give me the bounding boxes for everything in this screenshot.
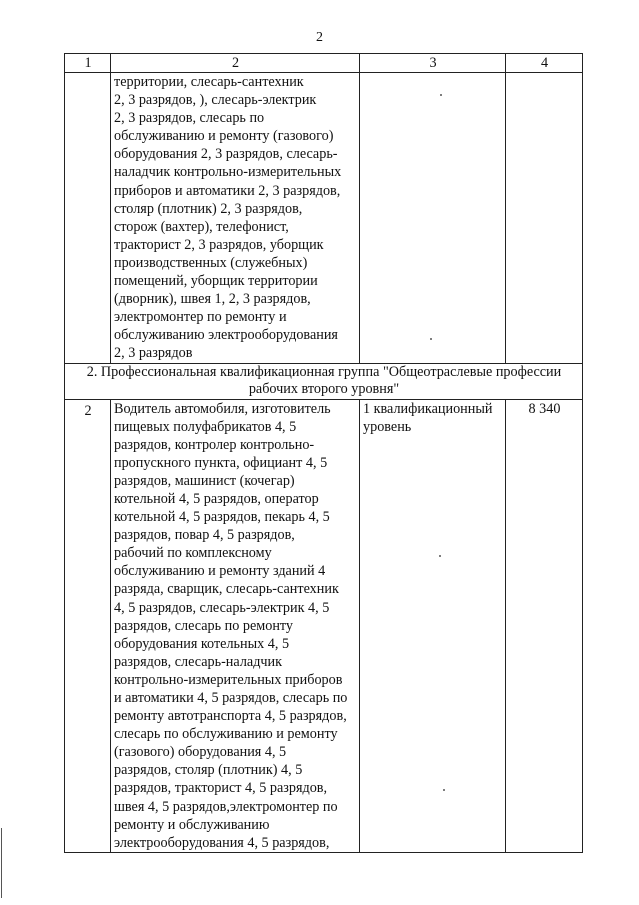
scan-speck (440, 94, 442, 96)
header-col-3: 3 (360, 54, 506, 73)
group-heading: 2. Профессиональная квалификационная группа "Общеотраслевые профессии рабочих второго уровня" (65, 363, 583, 399)
professions-text: Водитель автомобиля, изготовитель пищевых полуфабрикатов 4, 5 разрядов, контролер контрольно- пропускного пункта, официант 4, 5 разрядов, машинист (кочегар) котельной 4, 5 разрядов, оператор котельной 4, 5 разрядов, пекарь 4, 5 разрядов, повар 4, 5 разрядов, рабочий по комплексному обслуживанию и ремонту зданий 4 разряда, сварщик, слесарь-сантехник 4, 5 разрядов, слесарь-электрик 4, 5 разрядов, слесарь по ремонту оборудования котельных 4, 5 разрядов, слесарь-наладчик контрольно-измерительных приборов и автоматики 4, 5 разрядов, слесарь по ремонту автотранспорта 4, 5 разрядов, слесарь по обслуживанию и ремонту (газового) оборудования 4, 5 разрядов, столяр (плотник) 4, 5 разрядов, тракторист 4, 5 разрядов, швея 4, 5 разрядов,электромонтер по ремонту и обслуживанию электрооборудования 4, 5 разрядов, (114, 400, 348, 851)
scan-edge-line (1, 828, 2, 898)
qualification-level-text: 1 квалификационный уровень (363, 400, 493, 435)
table-row (65, 73, 583, 364)
professions-text: территории, слесарь-сантехник 2, 3 разрядов, ), слесарь-электрик 2, 3 разрядов, слесарь по обслуживанию и ремонту (газового) оборудования 2, 3 разрядов, слесарь- наладчик контрольно-измерительных приборов и автоматики 2, 3 разрядов, столяр (плотник) 2, 3 разрядов, сторож (вахтер), телефонист, тракторист 2, 3 разрядов, уборщик производственных (служебных) помещений, уборщик территории (дворник), швея 1, 2, 3 разрядов, электромонтер по ремонту и обслуживанию электрооборудования 2, 3 разрядов (114, 74, 342, 362)
qualification-level-cell (360, 399, 506, 852)
header-col-4: 4 (506, 54, 583, 73)
header-col-1: 1 (65, 54, 111, 73)
qualification-level-cell (360, 73, 506, 364)
scan-speck (443, 789, 445, 791)
row-number-cell (65, 73, 111, 364)
table-header-row (65, 54, 583, 73)
group-heading-row (65, 363, 583, 399)
salary-value: 8 340 (528, 400, 561, 417)
salary-cell (506, 73, 583, 364)
scan-speck (439, 555, 441, 557)
professions-cell (111, 73, 360, 364)
qualification-table (64, 53, 583, 853)
salary-cell (506, 399, 583, 852)
professions-cell (111, 399, 360, 852)
page-number: 2 (316, 30, 323, 45)
scan-speck (430, 338, 432, 340)
table-row (65, 399, 583, 852)
row-number-cell: 2 (65, 399, 111, 852)
header-col-2: 2 (111, 54, 360, 73)
